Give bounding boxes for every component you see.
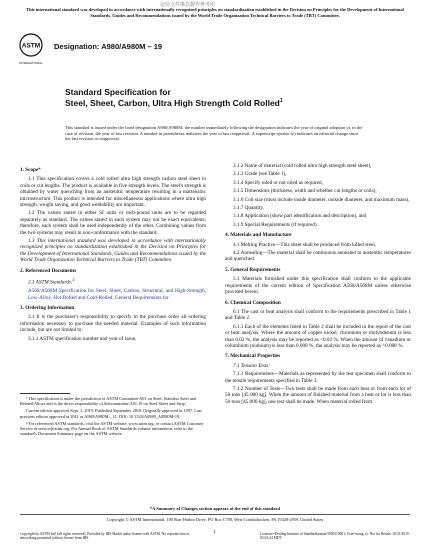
- referenced-standard-link[interactable]: A568/A568M Specification for Steel, Sheet, Carbon, Structural, and High-Strength, Low-Alloy, Hot-Rolled and Cold-Rolled, General Requirements for: [28, 288, 206, 301]
- paragraph: 3.1.6 Coil size (must include inside diameter, outside diameter, and maximum mass),: [233, 196, 410, 203]
- license-note-left: Copyright by ASTM Int'l (all rights reserved); Provided by IHS Markit under license with ASTM. No reproduction or networking permitted without license from IHS: [20, 532, 190, 541]
- paragraph: 7.1.1 Requirements—Materials as represented by the test specimen shall conform to the tensile requirements specified in Table 3.: [225, 371, 411, 384]
- footnote: Current edition approved Sept. 1, 2019. Published September 2019. Originally approved in 1997. Last previous edition approved in 2011 as A980/A980M – 11. DOI: 10.1520/A0980_A0980M-19.: [20, 408, 202, 419]
- paragraph: 7.1 Tension Tests:: [233, 362, 270, 369]
- title-footnote-mark: 1: [279, 98, 283, 105]
- paragraph: 1.3 This international standard was developed in accordance with internationally recognized principles on standardization established in the Decision on Principles for the Development of International Standards, Guides and Recommendations issued by the World Trade Organization Technical Barriers to Trade (TBT) Committee.: [20, 238, 206, 264]
- section-heading: 3. Ordering Information: [20, 305, 75, 312]
- paragraph: 1.2 The values stated in either SI units or inch-pound units are to be regarded separately as standard. The values stated in each system may not be exact equivalents; therefore, each system shall be used independently of the other. Combining values from the two systems may result in non-conformance with the standard.: [20, 210, 206, 236]
- section-heading: 5. General Requirements: [225, 266, 281, 273]
- paragraph: 4.1 Melting Practice—This sheet shall be produced from killed steel.: [233, 241, 377, 248]
- svg-text:ASTM: ASTM: [21, 42, 41, 50]
- page-number: 1: [213, 530, 216, 535]
- paragraph: 3.1.2 Name of material (cold rolled ultra high strength steel sheet),: [233, 163, 372, 169]
- paragraph: 1.1 This specification covers a cold rolled ultra high strength carbon steel sheet in coils or cut lengths. The product is available in five strength levels. The steel's strength is obtained by water quenching from an austenitic temperature resulting in a martensitic microstructure. This product is intended for miscellaneous applications where ultra high strength, weight saving, and good weldability are important.: [20, 176, 206, 209]
- paragraph: 3.1.4 Specify oiled or not oiled as required,: [233, 179, 323, 186]
- paragraph: 3.1.3 Grade (see Table 1),: [233, 171, 287, 178]
- paragraph: 4.2 Annealing—The material shall be continuous annealed to austenitic temperatures and quenched.: [225, 250, 411, 263]
- section-heading: 1. Scope*: [20, 167, 41, 173]
- header-stamp: 這份文件係為製作參考用: [160, 3, 216, 8]
- copyright-line: Copyright © ASTM International, 100 Barr Harbor Drive, PO Box C700, West Conshohocken, PA 19428-2959. United States: [20, 514, 410, 522]
- section-heading: 4. Materials and Manufacture: [225, 232, 292, 239]
- footnote: ¹ This specification is under the jurisdiction of ASTM Committee A01 on Steel, Stainless Steel and Related Alloys and is the direct responsibility of Subcommittee A01.19 on Steel Sheet and Strip.: [20, 396, 196, 407]
- footnotes: [20, 396, 206, 438]
- paragraph: 3.1.8 Application (show part identification and description), and: [233, 213, 367, 220]
- paragraph: 3.1.7 Quantity,: [233, 205, 264, 212]
- paragraph: 3.1 It is the purchaser's responsibility to specify in the purchase order all ordering information necessary to purchase the needed material. Examples of such information include, but are not limited to:: [20, 314, 206, 334]
- astm-logo: [18, 33, 44, 67]
- paragraph: 6.1 The cast or heat analysis shall conform to the requirements prescribed in Table 1 and Table 2.: [225, 308, 411, 322]
- summary-of-changes-note: *A Summary of Changes section appears at the end of this standard: [149, 506, 281, 511]
- footnote: ² For referenced ASTM standards, visit the ASTM website, www.astm.org, or contact ASTM Customer Service at service@astm.org. For Annual Book of ASTM Standards volume information, refer to the standard's Document Summary page on the ASTM website.: [20, 420, 204, 437]
- designation: Designation: A980/A980M – 19: [54, 42, 163, 51]
- paragraph: 7.1.2 Number of Tests—Two tests shall be made from each heat or from each lot of 50 tons [45 000 kg]. When the amount of finished material from a heat or lot is less than 50 tons [45 000 kg], one test shall be made. When material rolled from: [225, 385, 411, 405]
- section-heading: 2. Referenced Documents: [20, 267, 77, 274]
- paragraph: 3.1.1 ASTM specification number and year of issue,: [28, 335, 137, 342]
- title-line2: Steel, Sheet, Carbon, Ultra High Strength Cold Rolled$^1$: [65, 98, 283, 108]
- paragraph: 3.1.5 Dimensions (thickness, width and whether cut lengths or coils),: [233, 188, 377, 195]
- paragraph: 2.1 ASTM Standards:$^2$: [28, 277, 75, 286]
- tbt-notice: This international standard was developed in accordance with internationally recognized principles on standardization established in the Decision on Principles for the Development of International Standards, Guides and Recommendations issued by the World Trade Organization Technical Barriers to Trade (TBT) Committee.: [26, 7, 404, 18]
- svg-text:INTERNATIONAL: INTERNATIONAL: [19, 61, 43, 65]
- section-heading: 6. Chemical Composition: [225, 299, 281, 306]
- left-column: [20, 163, 206, 344]
- issuance-note: This standard is issued under the fixed designation A980/A980M; the number immediately following the designation indicates the year of original adoption or, in the case of revision, the year of last revision. A number in parentheses indicates the year of last reapproval. A superscript epsilon (ε) indicates an editorial change since the last revision or reapproval.: [65, 125, 363, 141]
- title-line1: Standard Specification for: [65, 87, 171, 97]
- right-column: [225, 163, 411, 407]
- footnote-rule: [20, 393, 70, 394]
- paragraph: 3.1.9 Special Requirements (if required).: [233, 221, 318, 228]
- license-note-right: Licensee=Dealing Institute of Standardization/5090119001, User=wang, ty. Not for Resale, 10/21/2019 03:01:44 MDT: [260, 532, 409, 541]
- paragraph: 6.1.1 Each of the elements listed in Table 2 shall be included in the report of the cast or heat analysis. Where the amount of copper nickel, chromium or molybdenum is less than 0.02 %, the analysis may be reported as <0.02 %. When the amount of vanadium or columbium (niobium) is less than 0.008 %, the analysis may be reported as <0.008 %.: [225, 323, 411, 349]
- paragraph: 5.1 Materials furnished under this specification shall conform to the applicable requirements of the current edition of Specification A568/A568M unless otherwise provided herein.: [225, 276, 411, 296]
- section-heading: 7. Mechanical Properties: [225, 353, 281, 360]
